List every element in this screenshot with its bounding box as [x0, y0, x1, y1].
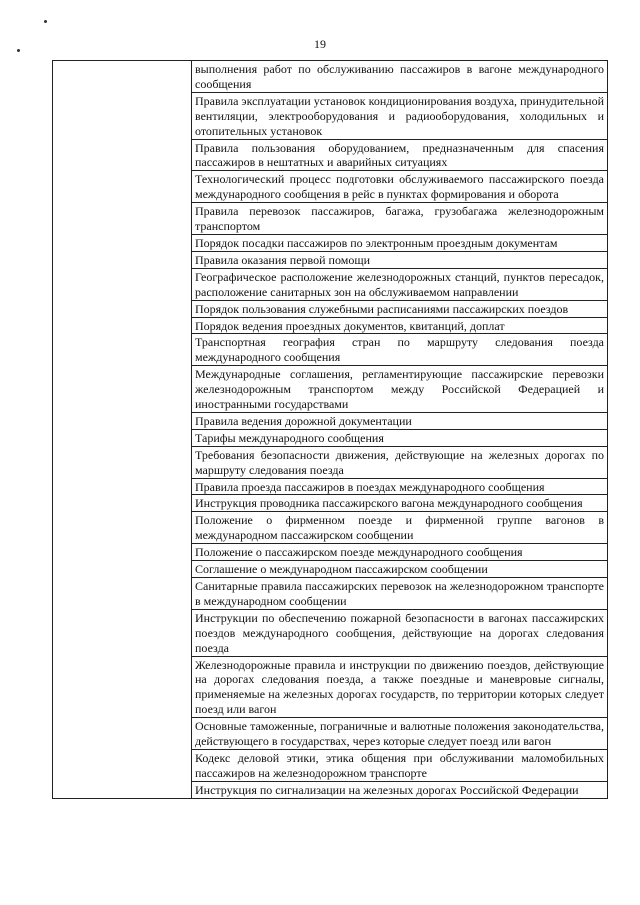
table-row: [53, 251, 608, 268]
empty-left-cell: [53, 544, 192, 561]
empty-left-cell: [53, 781, 192, 798]
requirement-item: Положение о пассажирском поезде международного сообщения: [192, 544, 608, 561]
empty-left-cell: [53, 429, 192, 446]
table-row: [53, 718, 608, 750]
table-row: [53, 234, 608, 251]
empty-left-cell: [53, 203, 192, 235]
requirements-table-body: [53, 61, 608, 799]
requirement-item: Положение о фирменном поезде и фирменной группе вагонов в международном пассажирском сообщении: [192, 512, 608, 544]
empty-left-cell: [53, 171, 192, 203]
empty-left-cell: [53, 317, 192, 334]
table-row: [53, 578, 608, 610]
requirement-item: Железнодорожные правила и инструкции по движению поездов, действующие на дорогах следования поезда, а также поездные и маневровые сигналы, применяемые на железных дорогах государств, по территории которых следует поезд или вагон: [192, 656, 608, 718]
requirement-item: Основные таможенные, пограничные и валютные положения законодательства, действующего в государствах, через которые следует поезд или вагон: [192, 718, 608, 750]
table-row: [53, 412, 608, 429]
empty-left-cell: [53, 61, 192, 93]
table-row: [53, 446, 608, 478]
empty-left-cell: [53, 578, 192, 610]
table-row: [53, 61, 608, 93]
empty-left-cell: [53, 561, 192, 578]
empty-left-cell: [53, 512, 192, 544]
table-row: [53, 92, 608, 139]
requirement-item: Тарифы международного сообщения: [192, 429, 608, 446]
requirement-item: Санитарные правила пассажирских перевозок на железнодорожном транспорте в международном сообщении: [192, 578, 608, 610]
requirement-item: Правила ведения дорожной документации: [192, 412, 608, 429]
requirement-item: Правила оказания первой помощи: [192, 251, 608, 268]
requirement-item: выполнения работ по обслуживанию пассажиров в вагоне международного сообщения: [192, 61, 608, 93]
table-row: [53, 609, 608, 656]
requirement-item: Правила проезда пассажиров в поездах международного сообщения: [192, 478, 608, 495]
requirement-item: Правила пользования оборудованием, предназначенным для спасения пассажиров в нештатных и аварийных ситуациях: [192, 139, 608, 171]
scan-dot: [44, 20, 47, 23]
table-row: [53, 781, 608, 798]
table-row: [53, 512, 608, 544]
requirement-item: Инструкция проводника пассажирского вагона международного сообщения: [192, 495, 608, 512]
empty-left-cell: [53, 478, 192, 495]
empty-left-cell: [53, 412, 192, 429]
requirement-item: Правила эксплуатации установок кондиционирования воздуха, принудительной вентиляции, электрооборудования и радиооборудования, холодильных и отопительных установок: [192, 92, 608, 139]
requirement-item: Требования безопасности движения, действующие на железных дорогах по маршруту следования поезда: [192, 446, 608, 478]
table-row: [53, 203, 608, 235]
empty-left-cell: [53, 234, 192, 251]
requirement-item: Порядок ведения проездных документов, квитанций, доплат: [192, 317, 608, 334]
empty-left-cell: [53, 718, 192, 750]
empty-left-cell: [53, 446, 192, 478]
table-row: [53, 139, 608, 171]
table-row: [53, 561, 608, 578]
empty-left-cell: [53, 300, 192, 317]
requirements-table: [52, 60, 608, 799]
table-row: [53, 544, 608, 561]
table-row: [53, 749, 608, 781]
empty-left-cell: [53, 495, 192, 512]
requirement-item: Технологический процесс подготовки обслуживаемого пассажирского поезда международного сообщения в рейс в пунктах формирования и оборота: [192, 171, 608, 203]
empty-left-cell: [53, 268, 192, 300]
empty-left-cell: [53, 92, 192, 139]
table-row: [53, 429, 608, 446]
requirement-item: Географическое расположение железнодорожных станций, пунктов пересадок, расположение санитарных зон на обслуживаемом направлении: [192, 268, 608, 300]
table-row: [53, 495, 608, 512]
requirement-item: Транспортная география стран по маршруту следования поезда международного сообщения: [192, 334, 608, 366]
empty-left-cell: [53, 656, 192, 718]
requirement-item: Порядок пользования служебными расписаниями пассажирских поездов: [192, 300, 608, 317]
requirement-item: Правила перевозок пассажиров, багажа, грузобагажа железнодорожным транспортом: [192, 203, 608, 235]
table-row: [53, 171, 608, 203]
page-number: 19: [314, 37, 326, 51]
empty-left-cell: [53, 251, 192, 268]
empty-left-cell: [53, 749, 192, 781]
requirement-item: Соглашение о международном пассажирском сообщении: [192, 561, 608, 578]
empty-left-cell: [53, 334, 192, 366]
table-row: [53, 656, 608, 718]
requirement-item: Международные соглашения, регламентирующие пассажирские перевозки железнодорожным транспортом между Российской Федерацией и иностранными государствами: [192, 366, 608, 413]
table-row: [53, 478, 608, 495]
table-row: [53, 317, 608, 334]
table-row: [53, 366, 608, 413]
table-row: [53, 300, 608, 317]
table-row: [53, 334, 608, 366]
table-row: [53, 268, 608, 300]
requirement-item: Инструкции по обеспечению пожарной безопасности в вагонах пассажирских поездов международного сообщения, действующие на дорогах следования поезда: [192, 609, 608, 656]
requirement-item: Порядок посадки пассажиров по электронным проездным документам: [192, 234, 608, 251]
requirement-item: Инструкция по сигнализации на железных дорогах Российской Федерации: [192, 781, 608, 798]
empty-left-cell: [53, 609, 192, 656]
requirement-item: Кодекс деловой этики, этика общения при обслуживании маломобильных пассажиров на железнодорожном транспорте: [192, 749, 608, 781]
empty-left-cell: [53, 366, 192, 413]
empty-left-cell: [53, 139, 192, 171]
